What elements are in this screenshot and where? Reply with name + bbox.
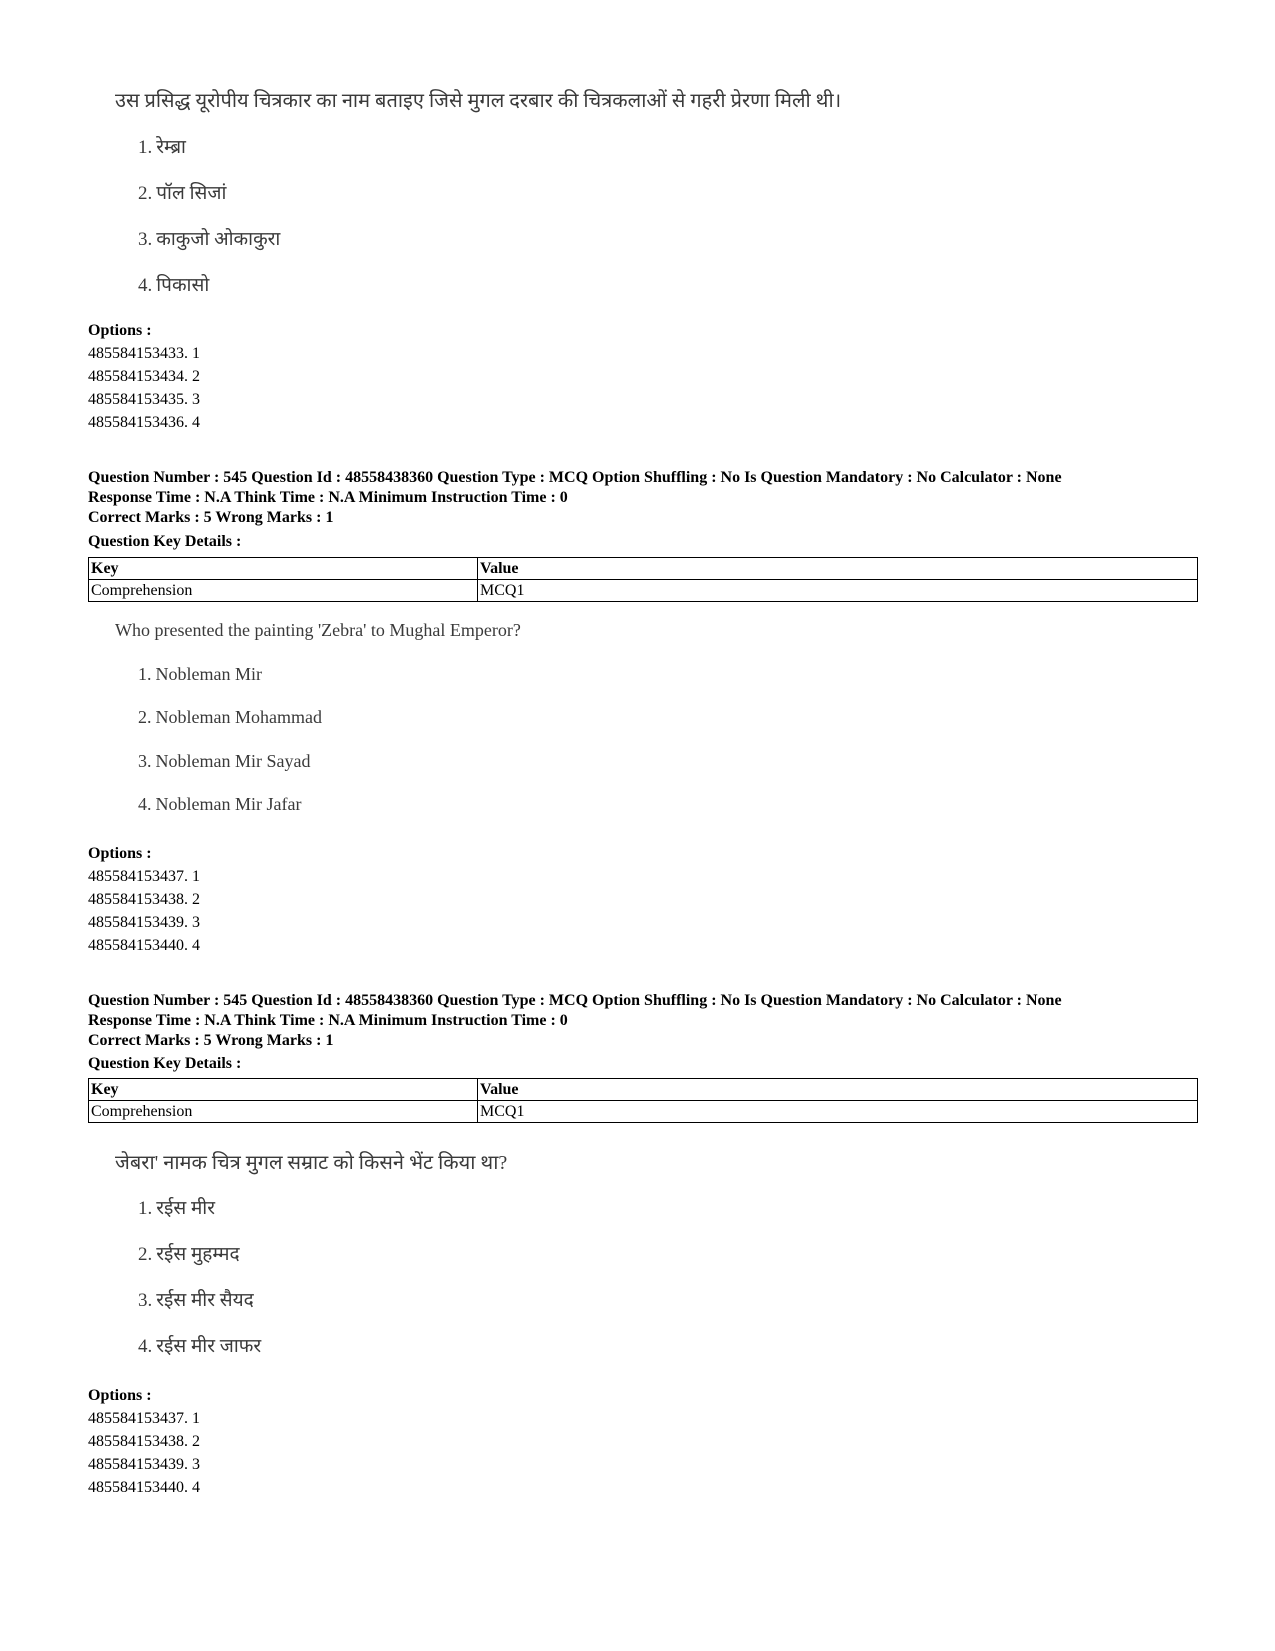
table-cell-key: Comprehension bbox=[89, 580, 478, 602]
key-details-table bbox=[88, 1078, 1198, 1123]
options-label: Options : bbox=[88, 1387, 152, 1404]
table-header-row bbox=[89, 558, 1198, 580]
question-option: 2. पॉल सिजां bbox=[138, 183, 227, 204]
question-meta bbox=[88, 991, 1062, 1031]
question-option: 4. पिकासो bbox=[138, 275, 210, 296]
question-option: 3. Nobleman Mir Sayad bbox=[138, 751, 311, 771]
question-meta-line-2: Response Time : N.A Think Time : N.A Minimum Instruction Time : 0 bbox=[88, 1012, 568, 1029]
option-id: 485584153436. 4 bbox=[88, 414, 200, 431]
question-meta-line-2: Response Time : N.A Think Time : N.A Minimum Instruction Time : 0 bbox=[88, 489, 568, 506]
key-details-table bbox=[88, 557, 1198, 602]
table-cell-value: MCQ1 bbox=[478, 1101, 1198, 1123]
question-meta-line-1: Question Number : 545 Question Id : 48558438360 Question Type : MCQ Option Shuffling : No Is Question Mandatory : No Calculator : None bbox=[88, 992, 1062, 1009]
question-meta-line-1: Question Number : 545 Question Id : 48558438360 Question Type : MCQ Option Shuffling : No Is Question Mandatory : No Calculator : None bbox=[88, 469, 1062, 486]
option-id: 485584153438. 2 bbox=[88, 891, 200, 908]
option-id: 485584153434. 2 bbox=[88, 368, 200, 385]
marks: Correct Marks : 5 Wrong Marks : 1 bbox=[88, 1032, 334, 1049]
options-label: Options : bbox=[88, 322, 152, 339]
question-option: 4. रईस मीर जाफर bbox=[138, 1336, 262, 1357]
table-header-value: Value bbox=[478, 558, 1198, 580]
key-details-label: Question Key Details : bbox=[88, 1055, 242, 1072]
option-id: 485584153440. 4 bbox=[88, 937, 200, 954]
table-cell-key: Comprehension bbox=[89, 1101, 478, 1123]
question-option: 2. Nobleman Mohammad bbox=[138, 707, 322, 727]
question-meta bbox=[88, 468, 1062, 508]
option-id: 485584153440. 4 bbox=[88, 1479, 200, 1496]
options-label: Options : bbox=[88, 845, 152, 862]
question-option: 4. Nobleman Mir Jafar bbox=[138, 794, 302, 814]
table-header-value: Value bbox=[478, 1079, 1198, 1101]
option-id: 485584153438. 2 bbox=[88, 1433, 200, 1450]
option-id: 485584153433. 1 bbox=[88, 345, 200, 362]
table-cell-value: MCQ1 bbox=[478, 580, 1198, 602]
question-option: 1. रेम्ब्रा bbox=[138, 137, 186, 158]
table-row bbox=[89, 1101, 1198, 1123]
option-id: 485584153435. 3 bbox=[88, 391, 200, 408]
question-option: 1. रईस मीर bbox=[138, 1198, 215, 1219]
question-option: 2. रईस मुहम्मद bbox=[138, 1244, 240, 1265]
option-id: 485584153439. 3 bbox=[88, 1456, 200, 1473]
key-details-label: Question Key Details : bbox=[88, 533, 242, 550]
table-row bbox=[89, 580, 1198, 602]
marks: Correct Marks : 5 Wrong Marks : 1 bbox=[88, 509, 334, 526]
table-header-key: Key bbox=[89, 558, 478, 580]
option-id: 485584153437. 1 bbox=[88, 868, 200, 885]
option-id: 485584153439. 3 bbox=[88, 914, 200, 931]
question-option: 3. रईस मीर सैयद bbox=[138, 1290, 254, 1311]
question-option: 3. काकुजो ओकाकुरा bbox=[138, 229, 281, 250]
question-text: जेबरा' नामक चित्र मुगल सम्राट को किसने भेंट किया था? bbox=[115, 1152, 508, 1174]
question-text: उस प्रसिद्ध यूरोपीय चित्रकार का नाम बताइए जिसे मुगल दरबार की चित्रकलाओं से गहरी प्रेरणा मिली थी। bbox=[115, 90, 842, 112]
question-text: Who presented the painting 'Zebra' to Mughal Emperor? bbox=[115, 620, 521, 640]
table-header-key: Key bbox=[89, 1079, 478, 1101]
option-id: 485584153437. 1 bbox=[88, 1410, 200, 1427]
question-option: 1. Nobleman Mir bbox=[138, 664, 262, 684]
table-header-row bbox=[89, 1079, 1198, 1101]
